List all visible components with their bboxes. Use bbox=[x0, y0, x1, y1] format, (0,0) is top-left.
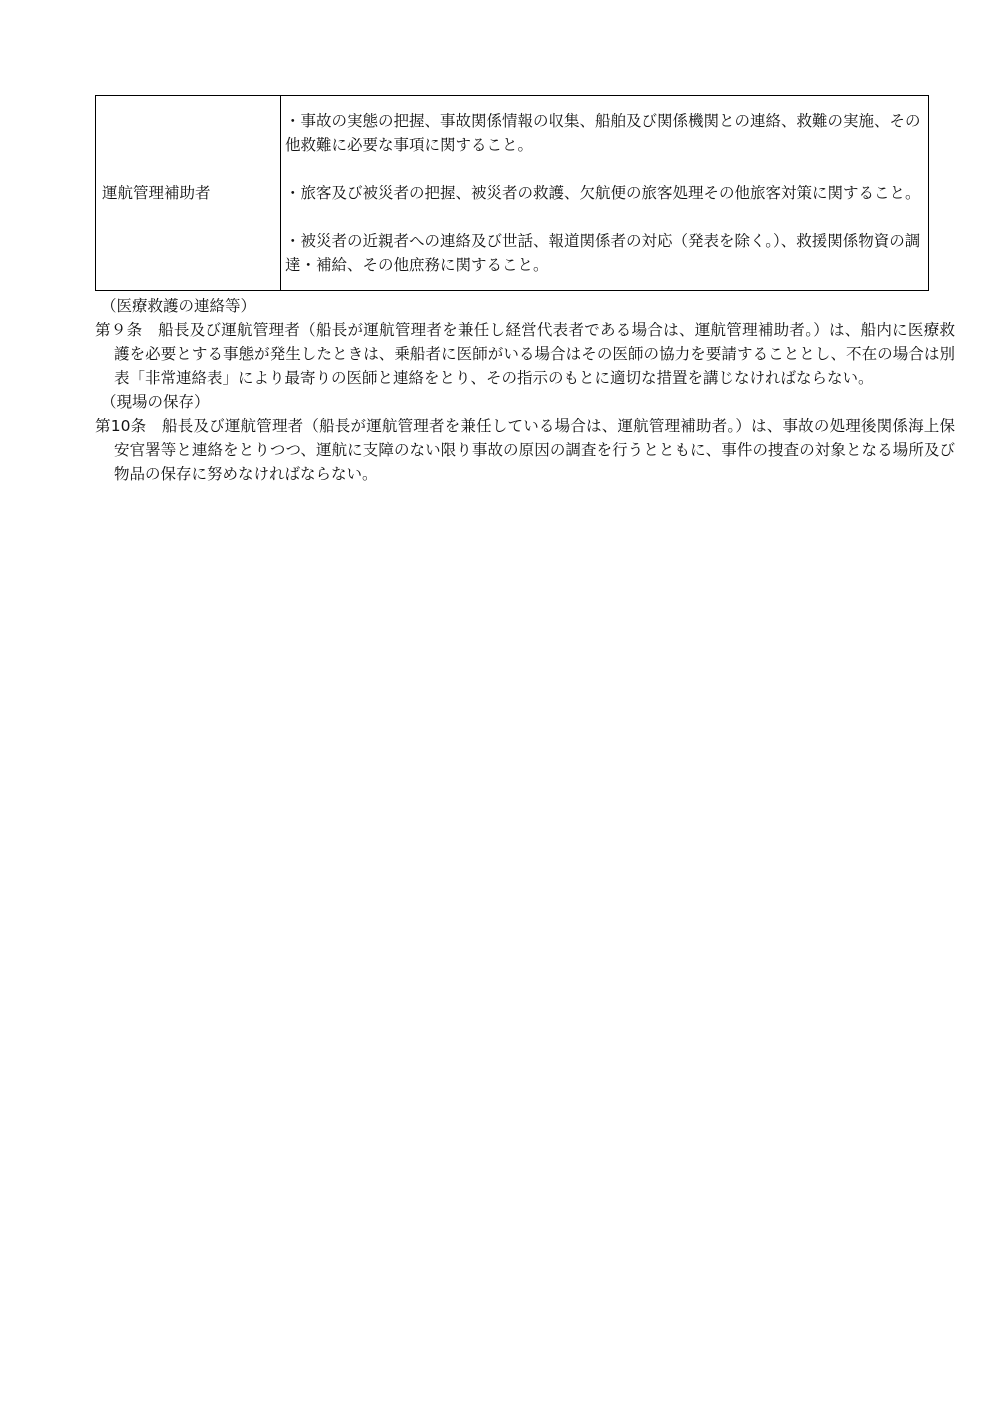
duty-table bbox=[95, 95, 929, 291]
duty-spacer bbox=[285, 157, 924, 181]
table-row bbox=[96, 96, 929, 291]
article-10-heading: （現場の保存） bbox=[101, 393, 210, 411]
duty-item-3: ・被災者の近親者への連絡及び世話、報道関係者の対応（発表を除く。）、救援関係物資の調達・補給、その他庶務に関すること。 bbox=[285, 232, 921, 274]
duties-cell bbox=[281, 96, 929, 291]
duty-item-2: ・旅客及び被災者の把握、被災者の救護、欠航便の旅客処理その他旅客対策に関すること。 bbox=[285, 184, 921, 202]
articles-section bbox=[95, 294, 955, 486]
duty-item-1: ・事故の実態の把握、事故関係情報の収集、船舶及び関係機関との連絡、救難の実施、その他救難に必要な事項に関すること。 bbox=[285, 112, 921, 154]
duty-spacer bbox=[285, 205, 924, 229]
role-cell: 運航管理補助者 bbox=[96, 96, 281, 291]
article-9-body: 第９条 船長及び運航管理者（船長が運航管理者を兼任し経営代表者である場合は、運航管理補助者。）は、船内に医療救護を必要とする事態が発生したときは、乗船者に医師がいる場合はその医師の協力を要請することとし、不在の場合は別表「非常連絡表」により最寄りの医師と連絡をとり、その指示のもとに適切な措置を講じなければならない。 bbox=[95, 321, 955, 387]
article-10-body: 第10条 船長及び運航管理者（船長が運航管理者を兼任している場合は、運航管理補助者。）は、事故の処理後関係海上保安官署等と連絡をとりつつ、運航に支障のない限り事故の原因の調査を行うとともに、事件の捜査の対象となる場所及び物品の保存に努めなければならない。 bbox=[95, 417, 955, 483]
article-9-heading: （医療救護の連絡等） bbox=[101, 297, 257, 315]
